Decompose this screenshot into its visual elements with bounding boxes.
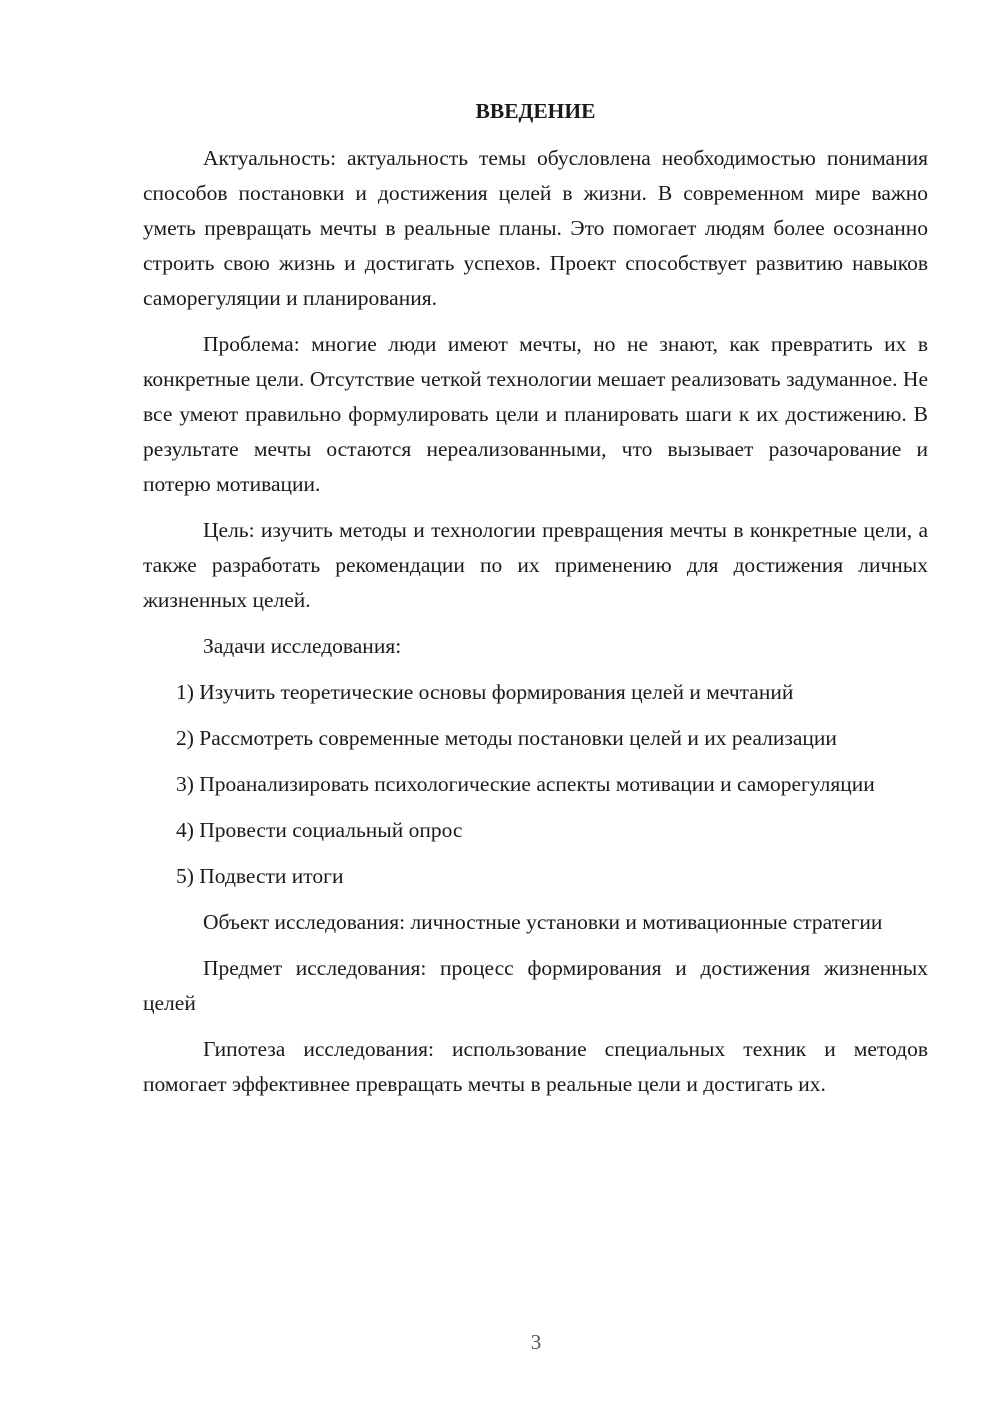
task-item: 4) Провести социальный опрос	[176, 818, 463, 842]
paragraph-problem: Проблема: многие люди имеют мечты, но не знают, как превратить их в конкретные цели. Отсутствие четкой технологии мешает реализовать задуманное. Не все умеют правильно формулировать цели и планировать шаги к их достижению. В результате мечты остаются нереализованными, что вызывает разочарование и потерю мотивации.	[143, 332, 928, 496]
paragraph-goal: Цель: изучить методы и технологии превращения мечты в конкретные цели, а также разработать рекомендации по их применению для достижения личных жизненных целей.	[143, 518, 928, 612]
task-item: 2) Рассмотреть современные методы постановки целей и их реализации	[176, 726, 837, 750]
paragraph-object: Объект исследования: личностные установки и мотивационные стратегии	[203, 910, 883, 934]
paragraph-relevance: Актуальность: актуальность темы обусловлена необходимостью понимания способов постановки и достижения целей в жизни. В современном мире важно уметь превращать мечты в реальные планы. Это помогает людям более осознанно строить свою жизнь и достигать успехов. Проект способствует развитию навыков саморегуляции и планирования.	[143, 146, 928, 310]
paragraph-hypothesis: Гипотеза исследования: использование специальных техник и методов помогает эффективнее превращать мечты в реальные цели и достигать их.	[143, 1037, 928, 1096]
paragraph-tasks-heading: Задачи исследования:	[203, 634, 402, 658]
page-number: 3	[530, 1330, 542, 1354]
task-item: 1) Изучить теоретические основы формирования целей и мечтаний	[176, 680, 794, 704]
page-content	[143, 94, 928, 1113]
task-item: 3) Проанализировать психологические аспекты мотивации и саморегуляции	[176, 772, 875, 796]
paragraph-subject: Предмет исследования: процесс формирования и достижения жизненных целей	[143, 956, 928, 1015]
task-item: 5) Подвести итоги	[176, 864, 344, 888]
section-title: ВВЕДЕНИЕ	[475, 99, 596, 123]
